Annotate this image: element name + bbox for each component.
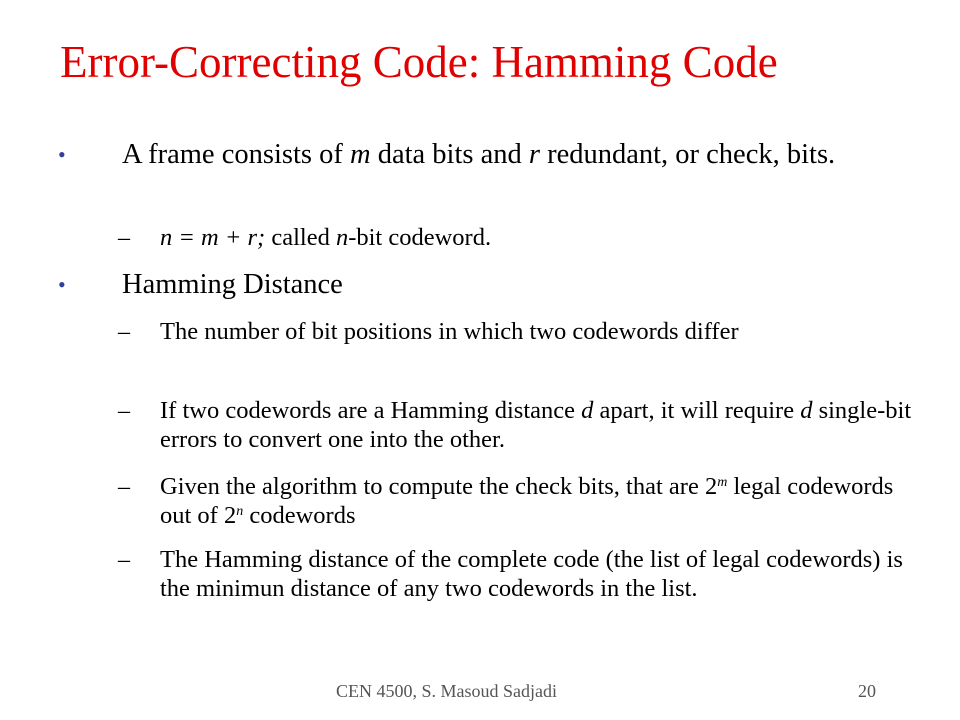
- bullet-marker: •: [58, 272, 66, 297]
- footer-course-author: CEN 4500, S. Masoud Sadjadi: [336, 681, 558, 701]
- subitem-text: [160, 473, 920, 530]
- text-run: apart, it will require: [593, 397, 801, 424]
- text-run: legal codewords out of 2: [160, 473, 894, 529]
- footer-page-number: 20: [858, 681, 876, 701]
- math-variable-d: d: [581, 397, 594, 424]
- subitem-text: [160, 397, 920, 454]
- text-run: -bit codeword.: [348, 224, 492, 251]
- text-run: redundant, or check, bits.: [539, 139, 836, 170]
- subitem-text: The Hamming distance of the complete code (the list of legal codewords) is the minimun distance of any two codewords in the list.: [160, 546, 903, 602]
- subitem-text: The number of bit positions in which two codewords differ: [160, 318, 739, 345]
- text-run: called: [265, 224, 336, 251]
- text-run: If two codewords are a Hamming distance: [160, 397, 582, 424]
- subitem-marker: –: [118, 225, 130, 251]
- bullet-text: [122, 138, 912, 172]
- slide-title: Error-Correcting Code: Hamming Code: [60, 37, 778, 87]
- text-run: codewords: [243, 501, 356, 529]
- subitem-marker: –: [118, 547, 130, 573]
- text-run: single-bit errors to convert one into the other.: [160, 397, 912, 453]
- math-variable-r: r: [528, 139, 540, 170]
- subitem-marker: –: [118, 398, 130, 424]
- math-variable-m: m: [349, 139, 371, 170]
- text-run: data bits and: [370, 139, 529, 170]
- text-run: A frame consists of: [122, 139, 350, 170]
- bullet-marker: •: [58, 142, 66, 167]
- math-formula: n = m + r;: [160, 224, 266, 251]
- subitem-text: [160, 224, 920, 253]
- text-run: Given the algorithm to compute the check bits, that are 2: [160, 473, 718, 500]
- math-variable-n: n: [335, 224, 349, 251]
- math-variable-d: d: [800, 397, 813, 424]
- superscript-m: m: [717, 475, 728, 490]
- superscript-n: n: [236, 503, 244, 519]
- subitem-marker: –: [118, 319, 130, 345]
- subitem-marker: –: [118, 474, 130, 500]
- bullet-text: Hamming Distance: [122, 269, 343, 300]
